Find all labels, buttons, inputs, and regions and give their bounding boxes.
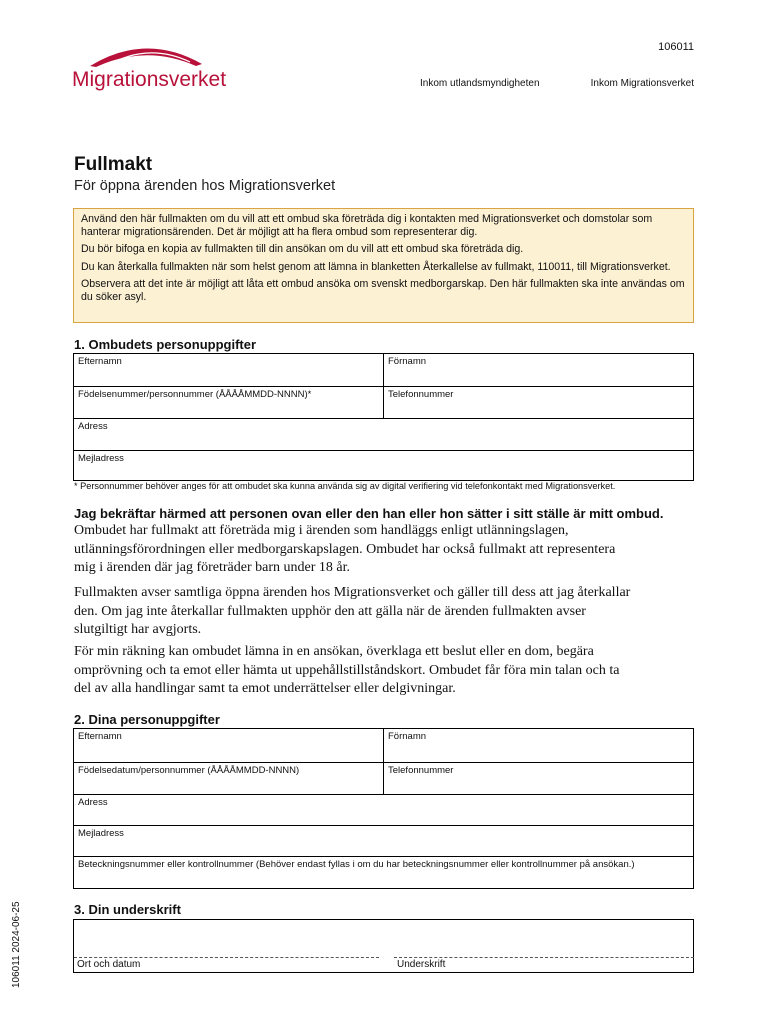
ombud-mejl-field[interactable]: [74, 451, 693, 480]
beteckningsnummer-field[interactable]: [74, 857, 693, 888]
table-row: [74, 386, 693, 418]
section3-heading: 3. Din underskrift: [74, 902, 181, 917]
table-row: [74, 856, 693, 888]
section2-table: [73, 728, 694, 889]
page-subtitle: För öppna ärenden hos Migrationsverket: [74, 178, 336, 194]
field-label: Adress: [78, 797, 108, 808]
statement-heading: Jag bekräftar härmed att personen ovan eller den han eller hon sätter i sitt ställe är mitt ombud.: [74, 506, 664, 521]
personnummer-footnote: * Personnummer behöver anges för att ombudet ska kunna använda sig av digital verifiering vid telefonkontakt med Migrationsverket.: [74, 481, 616, 491]
field-label: Telefonnummer: [388, 765, 454, 776]
sokande-personnummer-field[interactable]: [74, 763, 384, 794]
info-paragraph: Använd den här fullmakten om du vill att ett ombud ska företräda dig i kontakten med Migrationsverket och domstolar som hanterar migrationsärenden. Det är möjligt att ha flera ombud som representerar dig.: [81, 213, 653, 238]
statement-paragraph-2: Fullmakten avser samtliga öppna ärenden hos Migrationsverket och gäller till dess att jag återkallar den. Om jag inte återkallar fullmakten upphör den att gälla när de ärenden fullmakten avser slutgiltigt har avgjorts.: [74, 585, 631, 637]
logo-arch-icon: [86, 38, 206, 68]
sokande-adress-field[interactable]: [74, 795, 693, 825]
underskrift-line[interactable]: [394, 957, 694, 958]
underskrift-label: Underskrift: [397, 959, 446, 970]
ombud-adress-field[interactable]: [74, 419, 693, 450]
section2-heading: 2. Dina personuppgifter: [74, 712, 220, 727]
logo-text: Migrationsverket: [72, 68, 227, 91]
side-form-code: 106011 2024-06-25: [11, 901, 22, 988]
ort-datum-line[interactable]: [74, 957, 379, 958]
field-label: Telefonnummer: [388, 389, 454, 400]
table-row: [74, 354, 693, 386]
field-label: Efternamn: [78, 356, 122, 367]
ombud-personnummer-field[interactable]: [74, 387, 384, 418]
field-label: Förnamn: [388, 731, 427, 742]
table-row: [74, 418, 693, 450]
signature-box: [73, 919, 694, 973]
table-row: [74, 729, 693, 762]
sokande-telefon-field[interactable]: [384, 763, 693, 794]
table-row: [74, 450, 693, 480]
field-label: Adress: [78, 421, 108, 432]
ombud-telefon-field[interactable]: [384, 387, 693, 418]
ombud-fornamn-field[interactable]: [384, 354, 693, 386]
info-paragraph: Du kan återkalla fullmakten när som helst genom att lämna in blanketten Återkallelse av fullmakt, 110011, till Migrationsverket.: [81, 260, 671, 273]
migrationsverket-logo: [72, 38, 232, 94]
ort-datum-label: Ort och datum: [77, 959, 141, 970]
inkom-utlandsmyndigheten: Inkom utlandsmyndigheten: [420, 78, 540, 89]
table-row: [74, 825, 693, 856]
info-paragraph: Observera att det inte är möjligt att låta ett ombud ansöka om svenskt medborgarskap. Den här fullmakten ska inte användas om du söker asyl.: [81, 278, 685, 303]
table-row: [74, 794, 693, 825]
field-label: Mejladress: [78, 453, 124, 464]
statement-paragraph-1: Ombudet har fullmakt att företräda mig i ärenden som handläggs enligt utlänningslagen, utlänningsförordningen eller medborgarskapslagen. Ombudet har också fullmakt att representera mig i ärenden där jag företräder barn under 18 år.: [74, 523, 616, 575]
sokande-efternamn-field[interactable]: [74, 729, 384, 762]
info-box: [73, 208, 694, 323]
section1-table: [73, 353, 694, 481]
form-number: 106011: [658, 41, 694, 53]
section1-heading: 1. Ombudets personuppgifter: [74, 337, 257, 352]
info-paragraph: Du bör bifoga en kopia av fullmakten till din ansökan om du vill att ett ombud ska företräda dig.: [81, 243, 524, 256]
field-label: Beteckningsnummer eller kontrollnummer (Behöver endast fyllas i om du har beteckningsnummer eller kontrollnummer på ansökan.): [78, 859, 635, 870]
statement-paragraph-3: För min räkning kan ombudet lämna in en ansökan, överklaga ett beslut eller en dom, begära omprövning och ta emot eller hämta ut uppehållstillståndskort. Ombudet får föra min talan och ta del av alla handlingar samt ta emot underrättelser eller delgivningar.: [74, 644, 620, 696]
inkom-migrationsverket: Inkom Migrationsverket: [590, 78, 694, 89]
table-row: [74, 762, 693, 794]
sokande-mejl-field[interactable]: [74, 826, 693, 856]
field-label: Efternamn: [78, 731, 122, 742]
ombud-efternamn-field[interactable]: [74, 354, 384, 386]
field-label: Födelsenummer/personnummer (ÅÅÅÅMMDD-NNNN)*: [78, 389, 312, 400]
field-label: Födelsedatum/personnummer (ÅÅÅÅMMDD-NNNN): [78, 765, 300, 776]
page-title: Fullmakt: [74, 154, 153, 175]
sokande-fornamn-field[interactable]: [384, 729, 693, 762]
field-label: Mejladress: [78, 828, 124, 839]
field-label: Förnamn: [388, 356, 427, 367]
